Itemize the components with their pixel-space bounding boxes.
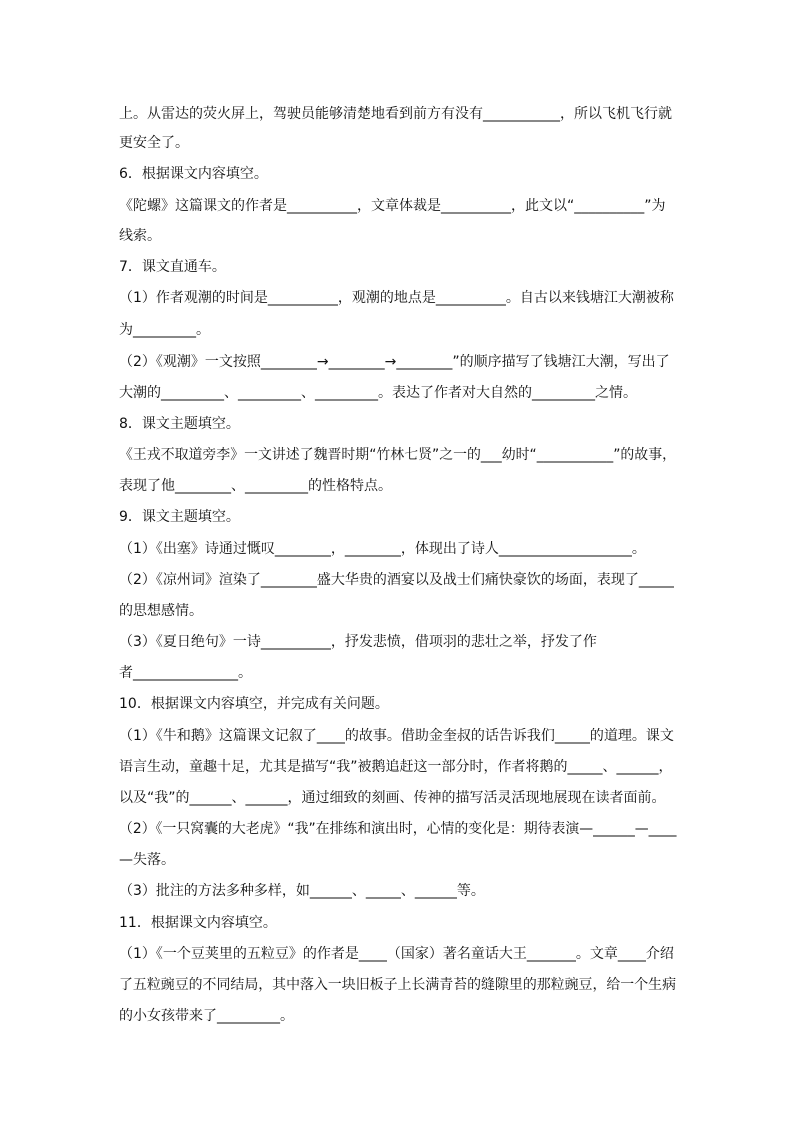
text-line: （1）作者观潮的时间是__________，观潮的地点是__________。自古以来钱塘江大潮被称 xyxy=(119,290,674,306)
text-line: （2）《一只窝囊的大老虎》“我”在排练和演出时，心情的变化是：期待表演—______—____ xyxy=(119,821,677,837)
question-heading: 8．课文主题填空。 xyxy=(119,416,240,432)
text-line: 的思想感情。 xyxy=(119,603,203,619)
text-line: 线索。 xyxy=(119,228,161,244)
text-line: 表现了他________、_________的性格特点。 xyxy=(119,478,392,494)
text-line: 《王戎不取道旁李》一文讲述了魏晋时期“竹林七贤”之一的___幼时“___________”的故事， xyxy=(119,447,677,463)
question-heading: 7．课文直通车。 xyxy=(119,259,226,275)
text-line: 了五粒豌豆的不同结局，其中落入一块旧板子上长满青苔的缝隙里的那粒豌豆，给一个生病 xyxy=(119,977,676,993)
text-line: 者_______________。 xyxy=(119,665,252,681)
text-line: 大潮的_________、_________、_________。表达了作者对大自然的_________之情。 xyxy=(119,385,637,401)
text-line: —失落。 xyxy=(119,852,175,868)
question-heading: 6．根据课文内容填空。 xyxy=(119,166,268,182)
question-heading: 10．根据课文内容填空，并完成有关问题。 xyxy=(119,696,389,712)
text-line: （2）《凉州词》渲染了________盛大华贵的酒宴以及战士们痛快豪饮的场面，表现了_____ xyxy=(119,572,674,588)
question-heading: 9．课文主题填空。 xyxy=(119,509,240,525)
text-line: （2）《观潮》一文按照________→________→________”的顺序描写了钱塘江大潮，写出了 xyxy=(119,354,670,370)
text-line: （1）《一个豆荚里的五粒豆》的作者是____（国家）著名童话大王_______。文章____介绍 xyxy=(119,946,674,962)
text-line: 的小女孩带来了_________。 xyxy=(119,1008,294,1024)
text-line: 更安全了。 xyxy=(119,135,189,151)
question-heading: 11．根据课文内容填空。 xyxy=(119,915,277,931)
text-line: 以及“我”的______、______，通过细致的刻画、传神的描写活灵活现地展现在读者面前。 xyxy=(119,790,666,806)
text-line: （1）《出塞》诗通过慨叹________，________，体现出了诗人___________________。 xyxy=(119,541,646,557)
text-line: （3）批注的方法多种多样，如______、_____、______等。 xyxy=(119,883,485,899)
text-line: （1）《牛和鹅》这篇课文记叙了____的故事。借助金奎叔的话告诉我们_____的道理。课文 xyxy=(119,728,674,744)
text-line: （3）《夏日绝句》一诗__________，抒发悲愤，借项羽的悲壮之举，抒发了作 xyxy=(119,634,597,650)
text-line: 语言生动，童趣十足，尤其是描写“我”被鹅追赶这一部分时，作者将鹅的_____、______， xyxy=(119,759,673,775)
text-line: 《陀螺》这篇课文的作者是__________，文章体裁是__________，此文以“__________”为 xyxy=(119,198,666,214)
text-line: 为_________。 xyxy=(119,322,210,338)
text-line: 上。从雷达的荧火屏上，驾驶员能够清楚地看到前方有没有___________，所以飞机飞行就 xyxy=(119,106,672,122)
